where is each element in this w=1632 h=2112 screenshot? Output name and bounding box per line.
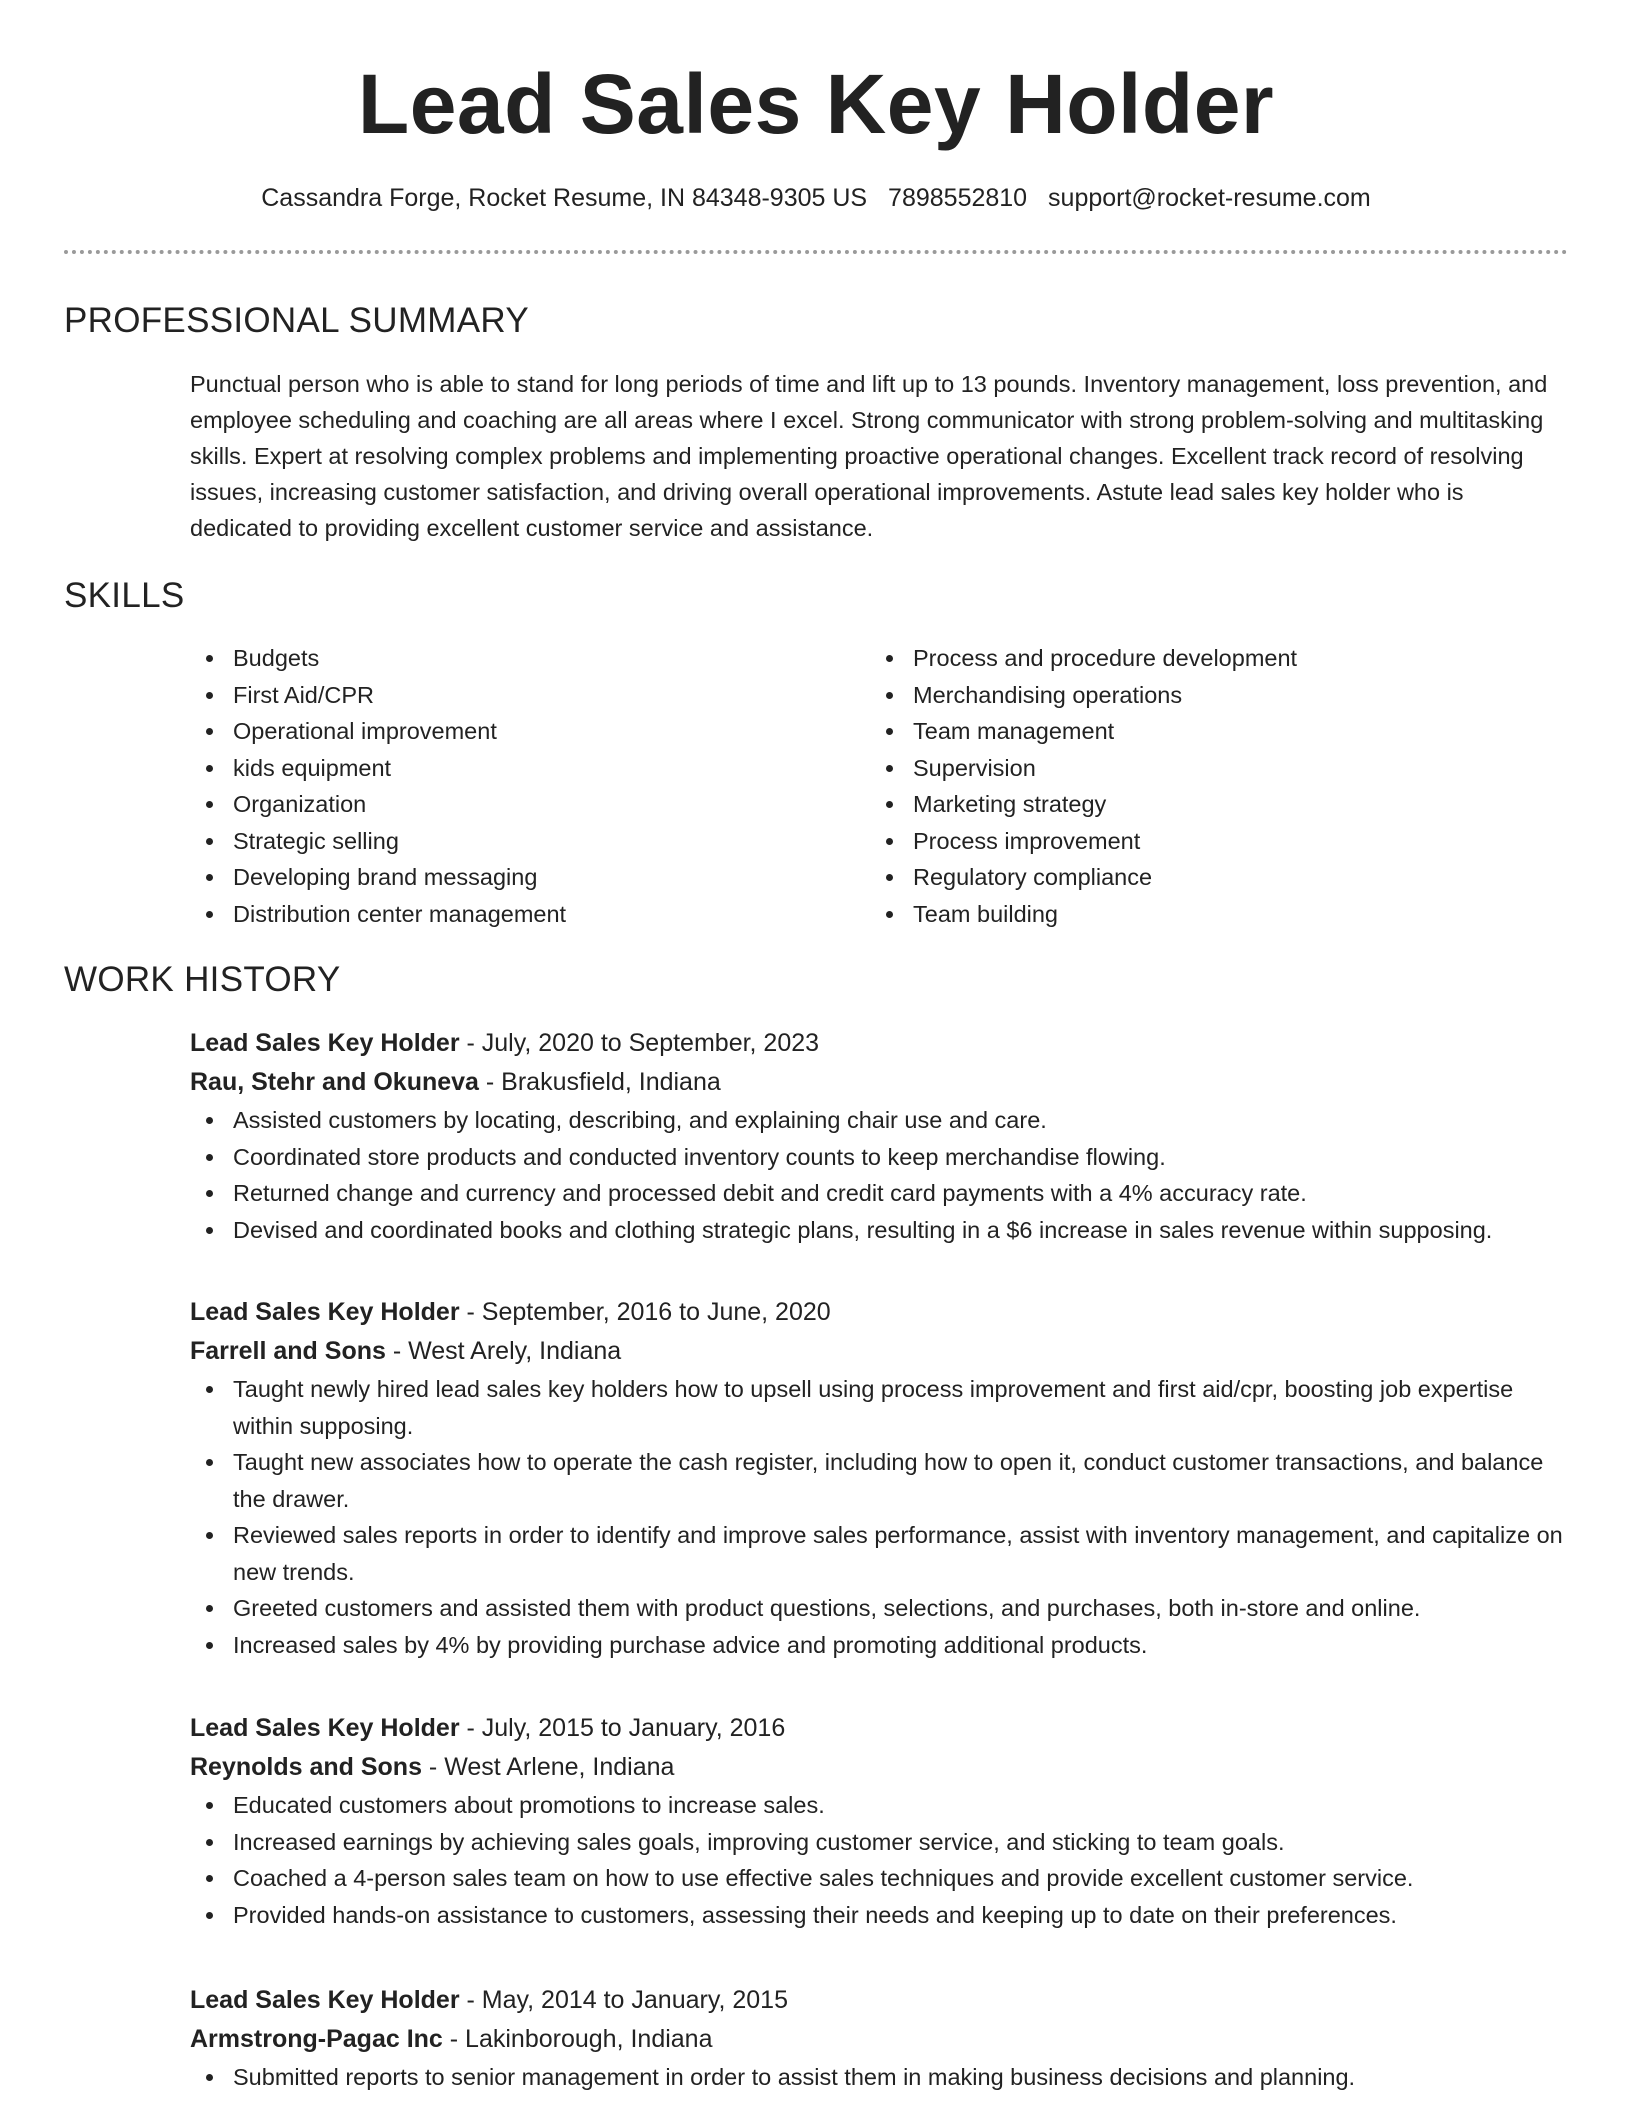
job-bullet: Taught new associates how to operate the cash register, including how to open it, conduct customer transactions, and balance the drawer. — [190, 1444, 1570, 1517]
contact-address: Cassandra Forge, Rocket Resume, IN 84348-9305 US — [261, 184, 868, 212]
job-bullet: Submitted reports to senior management in order to assist them in making business decisions and planning. — [190, 2059, 1570, 2096]
skill-item: Strategic selling — [190, 823, 830, 860]
skill-item: kids equipment — [190, 750, 830, 787]
job-dates: - September, 2016 to June, 2020 — [459, 1298, 831, 1326]
skills-list-left — [190, 640, 830, 932]
job-entry — [190, 1709, 1570, 1933]
skill-item: Developing brand messaging — [190, 859, 830, 896]
job-bullets — [190, 1787, 1570, 1933]
contact-line — [0, 180, 1632, 216]
summary-heading: PROFESSIONAL SUMMARY — [64, 301, 529, 340]
skill-item: Distribution center management — [190, 896, 830, 933]
job-bullet: Greeted customers and assisted them with product questions, selections, and purchases, both in-store and online. — [190, 1590, 1570, 1627]
job-company-line — [190, 1063, 1570, 1102]
job-bullet: Assisted customers by locating, describing, and explaining chair use and care. — [190, 1102, 1570, 1139]
job-entry — [190, 1981, 1570, 2096]
skill-item: Organization — [190, 786, 830, 823]
job-bullets — [190, 2059, 1570, 2096]
job-title-line — [190, 1024, 1570, 1063]
skill-item: Operational improvement — [190, 713, 830, 750]
job-location: - Lakinborough, Indiana — [442, 2025, 713, 2053]
job-title-line — [190, 1293, 1570, 1332]
job-dates: - July, 2020 to September, 2023 — [459, 1029, 820, 1057]
job-company-line — [190, 1748, 1570, 1787]
job-company: Rau, Stehr and Okuneva — [190, 1068, 479, 1096]
job-bullet: Reviewed sales reports in order to identify and improve sales performance, assist with inventory management, and capitalize on new trends. — [190, 1517, 1570, 1590]
skills-list-right — [870, 640, 1570, 932]
skills-heading: SKILLS — [64, 576, 185, 615]
job-dates: - May, 2014 to January, 2015 — [459, 1986, 788, 2014]
job-bullet: Coached a 4-person sales team on how to use effective sales techniques and provide excellent customer service. — [190, 1860, 1570, 1897]
job-location: - West Arely, Indiana — [385, 1337, 622, 1365]
job-bullet: Educated customers about promotions to increase sales. — [190, 1787, 1570, 1824]
contact-email: support@rocket-resume.com — [1048, 184, 1371, 212]
job-company: Reynolds and Sons — [190, 1753, 422, 1781]
job-title: Lead Sales Key Holder — [190, 1298, 460, 1326]
job-company-line — [190, 2020, 1570, 2059]
job-bullet: Taught newly hired lead sales key holders how to upsell using process improvement and first aid/cpr, boosting job expertise within supposing. — [190, 1371, 1570, 1444]
job-title-line — [190, 1981, 1570, 2020]
work-history-heading: WORK HISTORY — [64, 960, 341, 999]
job-location: - Brakusfield, Indiana — [478, 1068, 721, 1096]
skill-item: Regulatory compliance — [870, 859, 1570, 896]
skill-item: Supervision — [870, 750, 1570, 787]
job-bullet: Devised and coordinated books and clothing strategic plans, resulting in a $6 increase in sales revenue within supposing. — [190, 1212, 1570, 1249]
skill-item: Team building — [870, 896, 1570, 933]
job-location: - West Arlene, Indiana — [421, 1753, 675, 1781]
job-title: Lead Sales Key Holder — [190, 1029, 460, 1057]
job-company-line — [190, 1332, 1570, 1371]
skill-item: Merchandising operations — [870, 677, 1570, 714]
job-title: Lead Sales Key Holder — [190, 1986, 460, 2014]
job-bullets — [190, 1371, 1570, 1663]
job-bullets — [190, 1102, 1570, 1248]
skill-item: Marketing strategy — [870, 786, 1570, 823]
resume-title: Lead Sales Key Holder — [357, 57, 1275, 151]
job-bullet: Provided hands-on assistance to customers, assessing their needs and keeping up to date on their preferences. — [190, 1897, 1570, 1934]
skill-item: Team management — [870, 713, 1570, 750]
skill-item: First Aid/CPR — [190, 677, 830, 714]
summary-text: Punctual person who is able to stand for long periods of time and lift up to 13 pounds. Inventory management, loss prevention, and employee scheduling and coaching are all areas where I excel. Strong communicator with strong problem-solving and multitasking skills. Expert at resolving complex problems and implementing proactive operational changes. Excellent track record of resolving issues, increasing customer satisfaction, and driving overall operational improvements. Astute lead sales key holder who is dedicated to providing excellent customer service and assistance. — [190, 371, 1548, 541]
job-bullet: Coordinated store products and conducted inventory counts to keep merchandise flowing. — [190, 1139, 1570, 1176]
job-entry — [190, 1293, 1570, 1663]
job-company: Armstrong-Pagac Inc — [190, 2025, 443, 2053]
contact-phone: 7898552810 — [888, 184, 1028, 212]
job-company: Farrell and Sons — [190, 1337, 386, 1365]
skill-item: Budgets — [190, 640, 830, 677]
job-bullet: Increased sales by 4% by providing purchase advice and promoting additional products. — [190, 1627, 1570, 1664]
job-bullet: Increased earnings by achieving sales goals, improving customer service, and sticking to team goals. — [190, 1824, 1570, 1861]
job-dates: - July, 2015 to January, 2016 — [459, 1714, 786, 1742]
job-title-line — [190, 1709, 1570, 1748]
header-divider — [64, 250, 1568, 254]
job-entry — [190, 1024, 1570, 1248]
skill-item: Process improvement — [870, 823, 1570, 860]
job-bullet: Returned change and currency and processed debit and credit card payments with a 4% accuracy rate. — [190, 1175, 1570, 1212]
job-title: Lead Sales Key Holder — [190, 1714, 460, 1742]
skill-item: Process and procedure development — [870, 640, 1570, 677]
